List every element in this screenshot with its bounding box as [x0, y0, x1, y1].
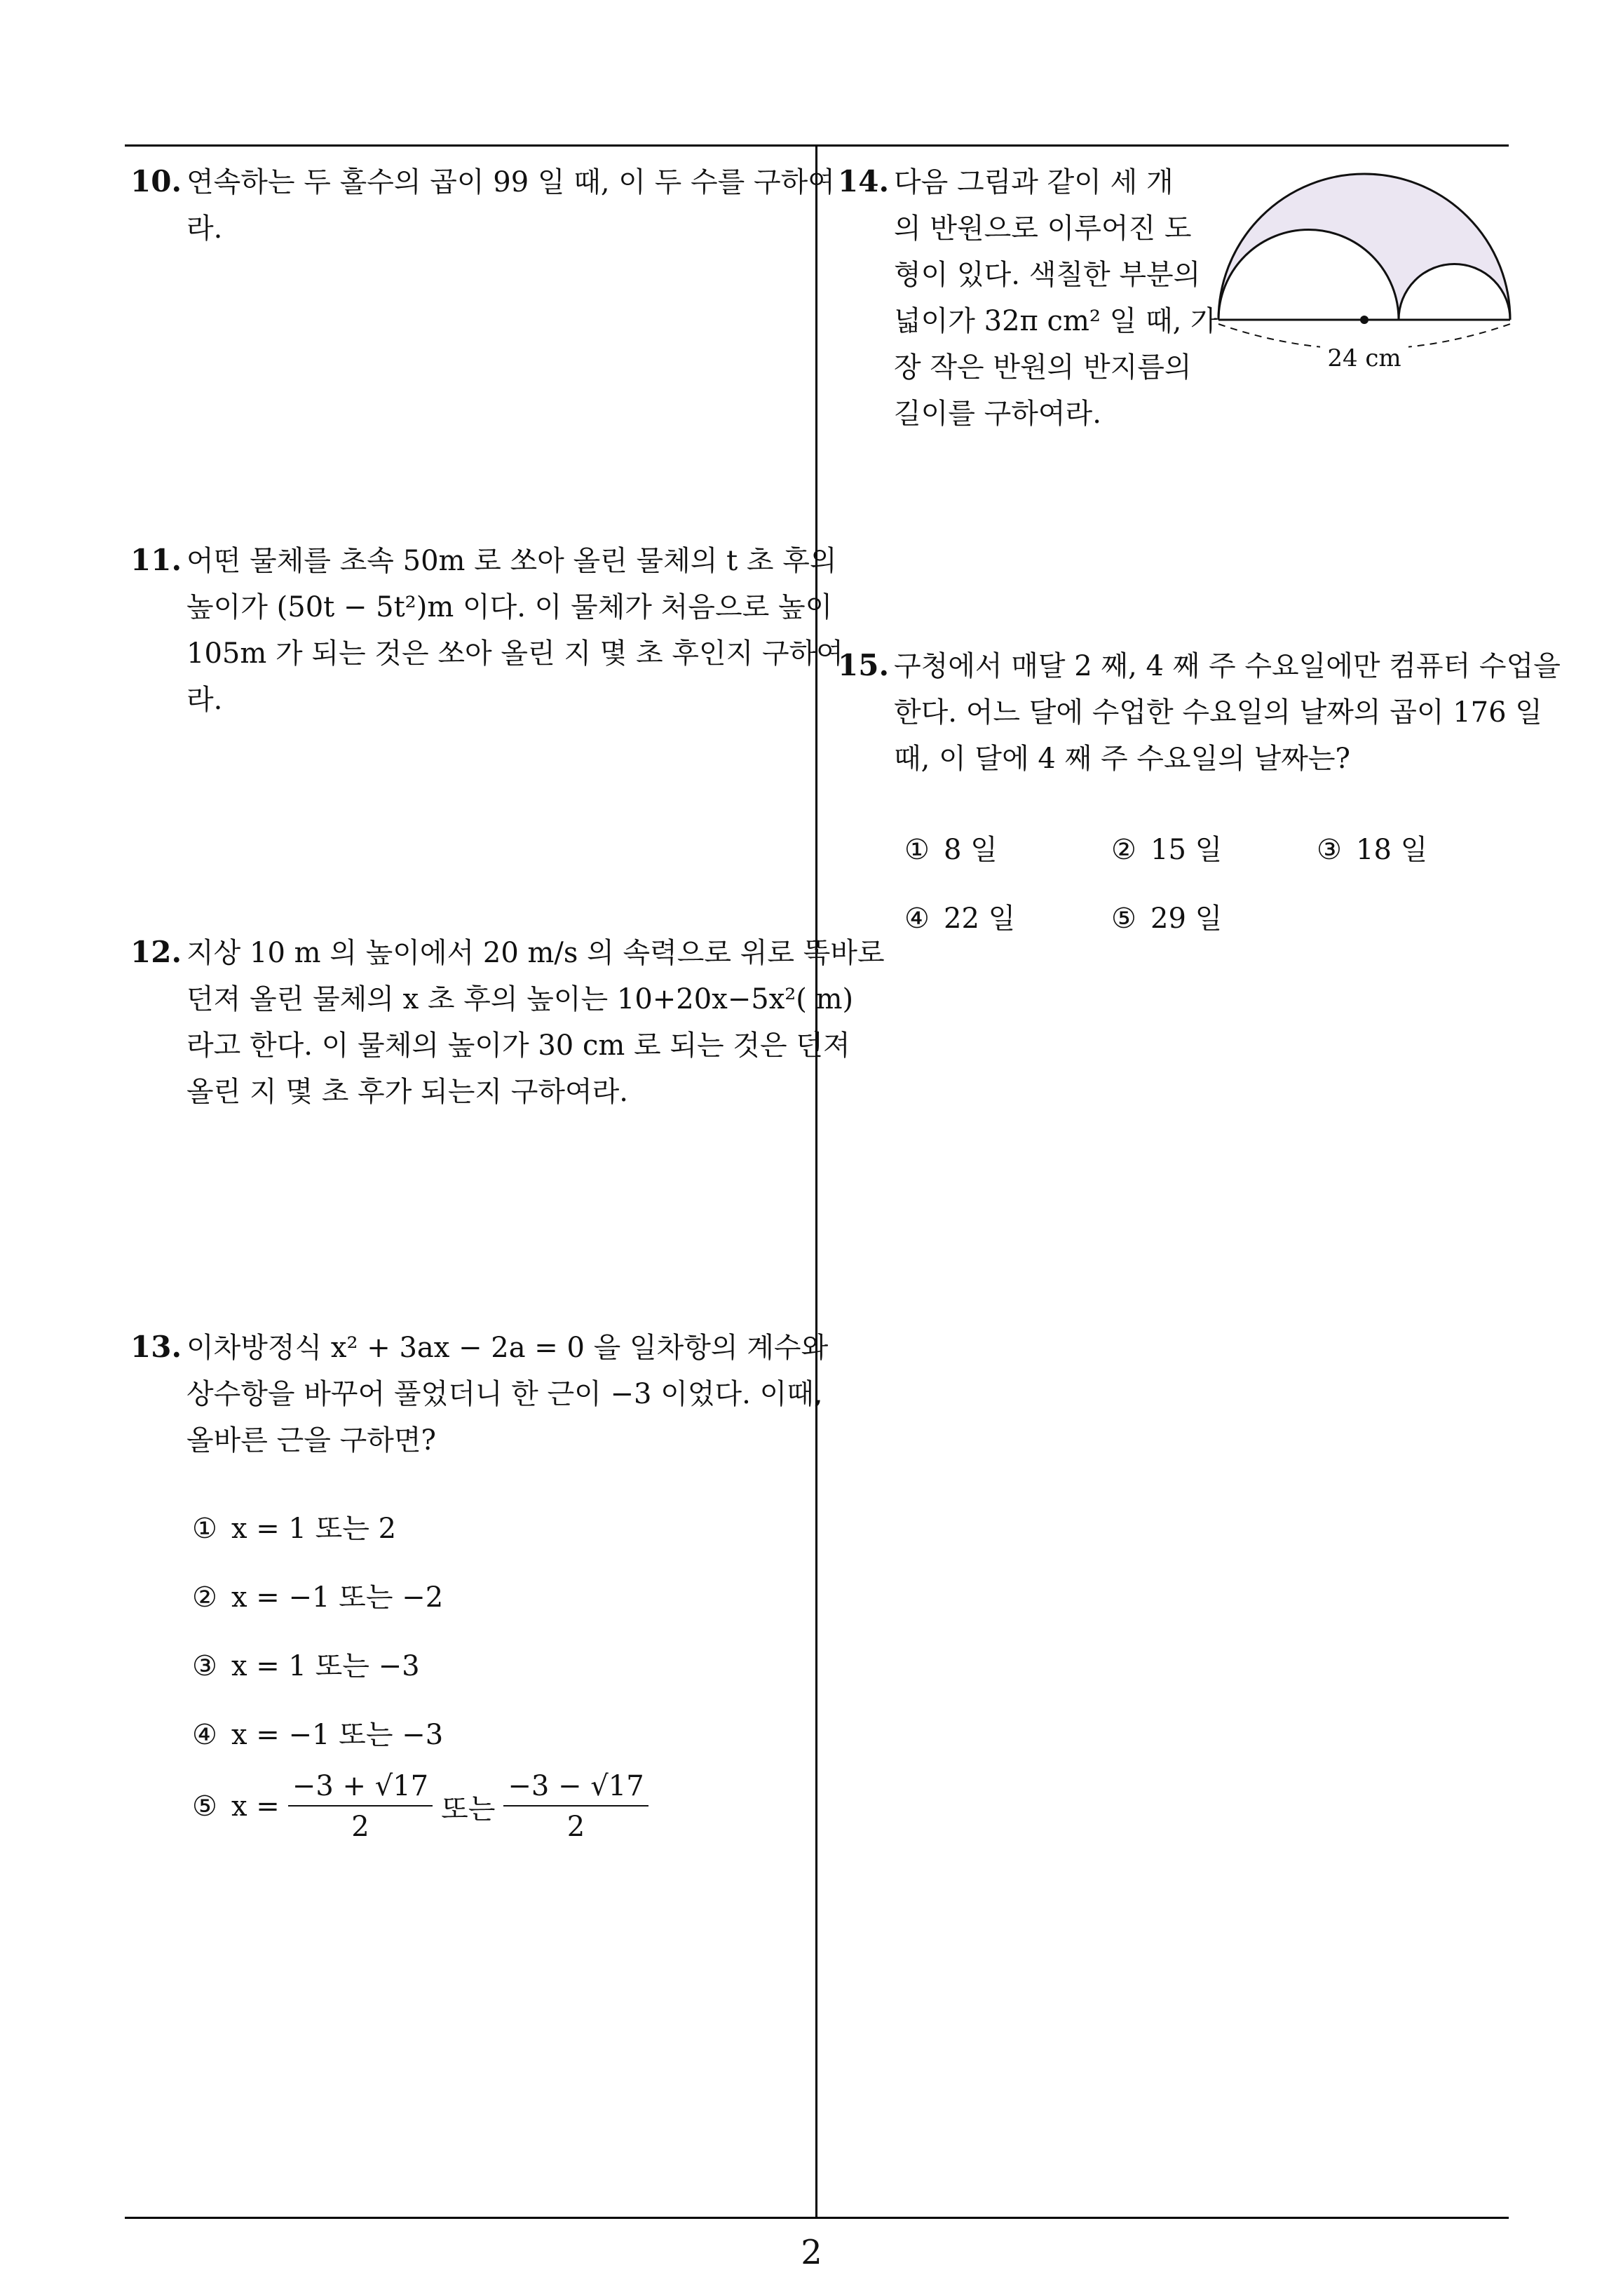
problem-text-line: 라고 한다. 이 물체의 높이가 30 cm 로 되는 것은 던져	[186, 1029, 850, 1062]
problem-text-line: 올린 지 몇 초 후가 되는지 구하여라.	[186, 1076, 628, 1108]
choice-text: x = −1 또는 −2	[231, 1581, 444, 1614]
choice-mark: ④	[904, 903, 930, 935]
choice-mark: ②	[192, 1581, 217, 1614]
problem-text-line: 형이 있다. 색칠한 부분의	[894, 259, 1201, 291]
dimension-label: 24 cm	[1327, 344, 1401, 372]
choice-mark: ⑤	[192, 1790, 217, 1823]
choice-text: x = 1 또는 2	[231, 1513, 397, 1545]
problem-text-line: 넓이가 32π cm² 일 때, 가	[894, 305, 1218, 337]
choice-5[interactable]	[192, 1770, 657, 1843]
choice-text: 18 일	[1356, 834, 1428, 866]
choice-2[interactable]	[192, 1575, 443, 1615]
choice-lhs: x =	[231, 1790, 280, 1823]
fraction-1	[288, 1770, 433, 1843]
shaded-region	[1218, 174, 1510, 320]
choice-mark: ②	[1111, 834, 1136, 866]
problem-12	[130, 929, 885, 1115]
fraction-2	[503, 1770, 648, 1843]
problem-number: 12.	[130, 935, 182, 969]
problem-number: 14.	[838, 164, 890, 198]
problem-text-line: 의 반원으로 이루어진 도	[894, 212, 1192, 245]
problem-text-line: 높이가 (50t − 5t²)m 이다. 이 물체가 처음으로 높이	[186, 591, 833, 623]
problem-text-line: 장 작은 반원의 반지름의	[894, 351, 1192, 384]
problem-number: 10.	[130, 164, 182, 198]
choice-mark: ③	[1317, 834, 1342, 866]
problem-text-line: 연속하는 두 홀수의 곱이 99 일 때, 이 두 수를 구하여	[186, 166, 835, 198]
fraction-numerator: −3 − √17	[503, 1770, 648, 1807]
problem-11	[130, 537, 843, 723]
page-number: 2	[801, 2233, 822, 2272]
problem-14	[838, 158, 1218, 437]
problem-text-line: 던져 올린 물체의 x 초 후의 높이는 10+20x−5x²( m)	[186, 983, 854, 1015]
problem-text-line: 다음 그림과 같이 세 개	[894, 166, 1174, 198]
problem-text-line: 어떤 물체를 초속 50m 로 쏘아 올린 물체의 t 초 후의	[186, 545, 837, 577]
choice-mark: ④	[192, 1719, 217, 1751]
choice-2[interactable]	[1111, 828, 1222, 867]
problem-text-line: 한다. 어느 달에 수업한 수요일의 날짜의 곱이 176 일	[894, 696, 1542, 729]
column-divider	[815, 146, 817, 2217]
choice-5[interactable]	[1111, 896, 1222, 936]
problem-15	[838, 642, 1561, 782]
bottom-rule	[125, 2217, 1509, 2219]
choice-text: 8 일	[944, 834, 998, 866]
fraction-denominator: 2	[351, 1811, 369, 1843]
problem-text-line: 상수항을 바꾸어 풀었더니 한 근이 −3 이었다. 이때,	[186, 1378, 823, 1410]
problem-number: 11.	[130, 543, 182, 577]
choice-text: 22 일	[944, 903, 1016, 935]
problem-10	[130, 158, 835, 252]
problem-13	[130, 1324, 828, 1464]
problem-text-line: 라.	[186, 684, 223, 716]
choice-text: x = −1 또는 −3	[231, 1719, 444, 1751]
problem-number: 15.	[838, 648, 890, 682]
problem-text-line: 105m 가 되는 것은 쏘아 올린 지 몇 초 후인지 구하여	[186, 637, 843, 670]
choice-4[interactable]	[192, 1713, 443, 1753]
problem-number: 13.	[130, 1330, 182, 1364]
choice-text: x = 1 또는 −3	[231, 1650, 420, 1682]
problem-text-line: 이차방정식 x² + 3ax − 2a = 0 을 일차항의 계수와	[186, 1332, 829, 1364]
problem-text-line: 길이를 구하여라.	[894, 398, 1101, 430]
choice-1[interactable]	[904, 828, 998, 867]
semicircle-figure	[1209, 161, 1518, 379]
choice-1[interactable]	[192, 1506, 396, 1546]
problem-text-line: 때, 이 달에 4 째 주 수요일의 날짜는?	[894, 743, 1350, 775]
problem-text-line: 구청에서 매달 2 째, 4 째 주 수요일에만 컴퓨터 수업을	[894, 650, 1561, 682]
choice-mark: ③	[192, 1650, 217, 1682]
choice-mark: ①	[904, 834, 930, 866]
choice-text: 15 일	[1150, 834, 1223, 866]
fraction-numerator: −3 + √17	[288, 1770, 433, 1807]
choice-connector: 또는	[441, 1792, 496, 1825]
choice-3[interactable]	[1317, 828, 1427, 867]
center-point	[1360, 316, 1369, 324]
choice-text: 29 일	[1150, 903, 1223, 935]
choice-mark: ⑤	[1111, 903, 1136, 935]
fraction-denominator: 2	[566, 1811, 585, 1843]
problem-text-line: 올바른 근을 구하면?	[186, 1424, 436, 1457]
choice-4[interactable]	[904, 896, 1015, 936]
problem-text-line: 지상 10 m 의 높이에서 20 m/s 의 속력으로 위로 똑바로	[186, 937, 885, 969]
choice-mark: ①	[192, 1513, 217, 1545]
choice-3[interactable]	[192, 1644, 420, 1684]
problem-text-line: 라.	[186, 212, 223, 245]
